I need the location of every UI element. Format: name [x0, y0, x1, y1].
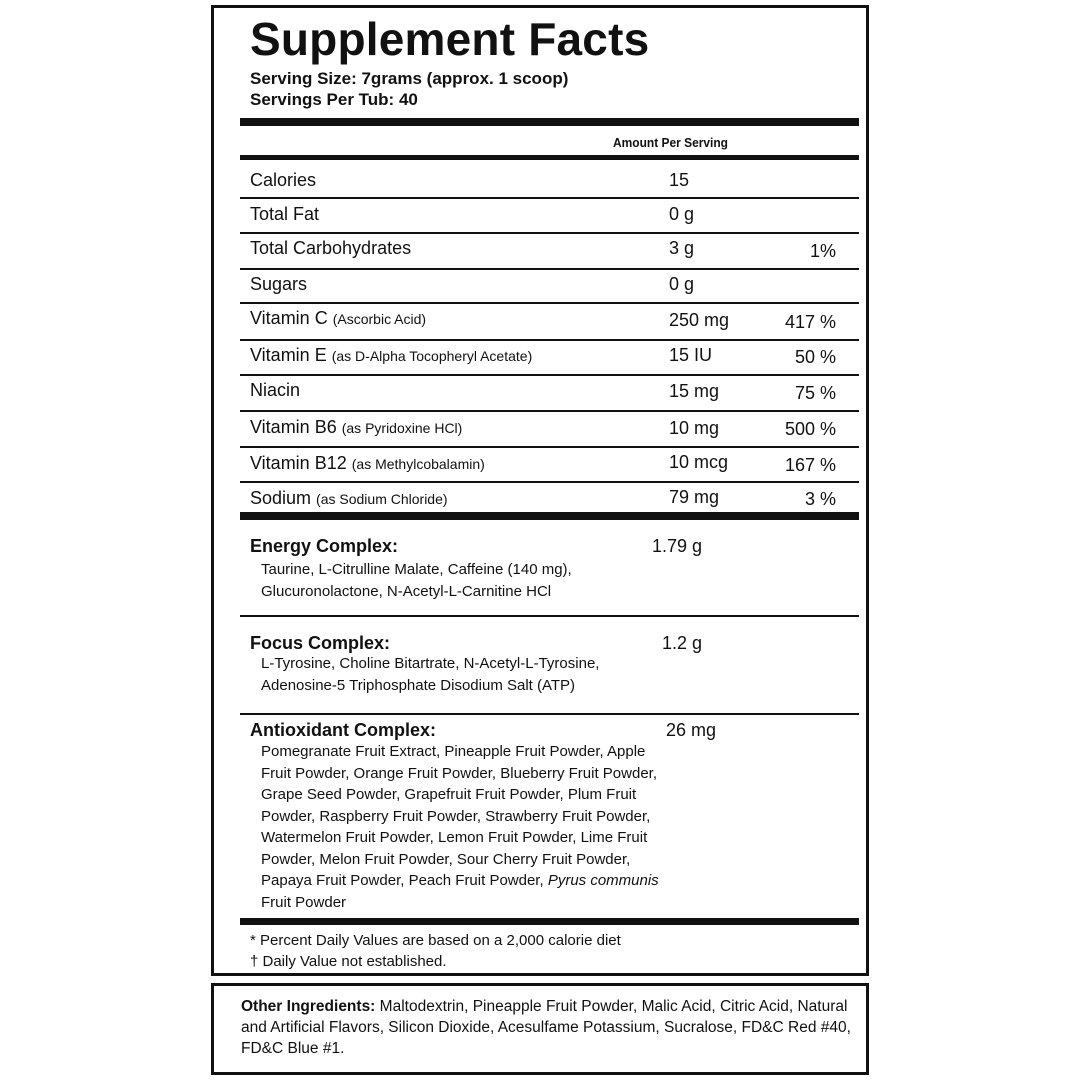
other-ingredients-panel [211, 983, 869, 1075]
row-divider [240, 197, 859, 199]
footnote-daily-values: * Percent Daily Values are based on a 2,000 calorie diet [250, 932, 621, 949]
complex-title: Antioxidant Complex: [250, 720, 437, 740]
nutrient-daily-value: 75 % [794, 383, 836, 403]
complex-amount: 1.2 g [662, 633, 703, 653]
nutrient-name: Sodium (as Sodium Chloride) [250, 488, 448, 508]
scientific-name: Pyrus communis [547, 872, 659, 889]
nutrient-name: Total Carbohydrates [250, 238, 412, 258]
complex-amount: 26 mg [666, 720, 717, 740]
nutrient-name: Total Fat [250, 204, 320, 224]
row-divider [240, 446, 859, 448]
page-title: Supplement Facts [250, 13, 650, 65]
row-divider [240, 410, 859, 412]
complex-title: Energy Complex: [250, 536, 399, 556]
serving-size: Serving Size: 7grams (approx. 1 scoop) [250, 69, 569, 88]
nutrient-name: Vitamin B12 (as Methylcobalamin) [250, 453, 485, 473]
nutrient-name: Calories [250, 170, 317, 190]
complex-amount: 1.79 g [652, 536, 703, 556]
nutrient-amount: 250 mg [669, 310, 730, 330]
row-divider [240, 339, 859, 341]
nutrient-name: Sugars [250, 274, 308, 294]
thick-divider [240, 918, 859, 925]
nutrient-amount: 10 mcg [669, 452, 729, 472]
amount-per-serving-header: Amount Per Serving [613, 135, 728, 150]
nutrient-daily-value: 50 % [794, 347, 836, 367]
complex-ingredients: L-Tyrosine, Choline Bitartrate, N-Acetyl-L-Tyrosine, Adenosine-5 Triphosphate Disodium Salt (ATP) [261, 655, 600, 694]
footnote-not-established: † Daily Value not established. [250, 953, 447, 970]
nutrient-amount: 15 mg [669, 381, 720, 401]
row-divider [240, 268, 859, 270]
nutrient-name: Vitamin C (Ascorbic Acid) [250, 308, 427, 328]
thick-divider [240, 118, 859, 126]
section-divider [240, 713, 859, 715]
nutrient-daily-value: 1% [809, 241, 836, 261]
complex-ingredients: Taurine, L-Citrulline Malate, Caffeine (140 mg), Glucuronolactone, N-Acetyl-L-Carnitine HCl [261, 561, 572, 600]
row-divider [240, 374, 859, 376]
other-ingredients-text: Maltodextrin, Pineapple Fruit Powder, Malic Acid, Citric Acid, Natural and Artificial Flavors, Silicon Dioxide, Acesulfame Potassium, Sucralose, FD&C Red #40, FD&C Blue #1. [241, 998, 851, 1057]
row-divider [240, 232, 859, 234]
nutrient-amount: 15 IU [669, 345, 713, 365]
nutrient-amount: 10 mg [669, 418, 720, 438]
nutrient-amount: 3 g [669, 238, 695, 258]
nutrient-daily-value: 3 % [804, 489, 836, 509]
complex-ingredients: Pomegranate Fruit Extract, Pineapple Fruit Powder, Apple Fruit Powder, Orange Fruit Powder, Blueberry Fruit Powder, Grape Seed Powder, Grapefruit Fruit Powder, Plum Fruit Powder, Raspberry Fruit Powder, Strawberry Fruit Powder, Watermelon Fruit Powder, Lemon Fruit Powder, Lime Fruit Powder, Melon Fruit Powder, Sour Cherry Fruit Powder, Papaya Fruit Powder, Peach Fruit Powder, Pyrus communis Fruit Powder [261, 743, 659, 911]
footnotes [250, 930, 621, 972]
supplement-facts-panel [211, 5, 869, 976]
nutrient-name: Niacin [250, 380, 301, 400]
complex-title: Focus Complex: [250, 633, 391, 653]
nutrient-name: Vitamin B6 (as Pyridoxine HCl) [250, 417, 463, 437]
other-ingredients [241, 996, 851, 1059]
nutrient-daily-value: 417 % [784, 312, 836, 332]
nutrient-amount: 0 g [669, 274, 695, 294]
header-divider [240, 155, 859, 160]
nutrient-daily-value: 167 % [784, 455, 836, 475]
nutrient-amount: 15 [669, 170, 690, 190]
section-divider [240, 615, 859, 617]
row-divider [240, 302, 859, 304]
nutrient-name: Vitamin E (as D-Alpha Tocopheryl Acetate) [250, 345, 533, 365]
nutrient-daily-value: 500 % [784, 419, 836, 439]
other-ingredients-label: Other Ingredients: [241, 998, 376, 1015]
thick-divider [240, 512, 859, 520]
servings-per-tub: Servings Per Tub: 40 [250, 90, 418, 109]
nutrient-amount: 79 mg [669, 487, 720, 507]
row-divider [240, 481, 859, 483]
nutrient-amount: 0 g [669, 204, 695, 224]
